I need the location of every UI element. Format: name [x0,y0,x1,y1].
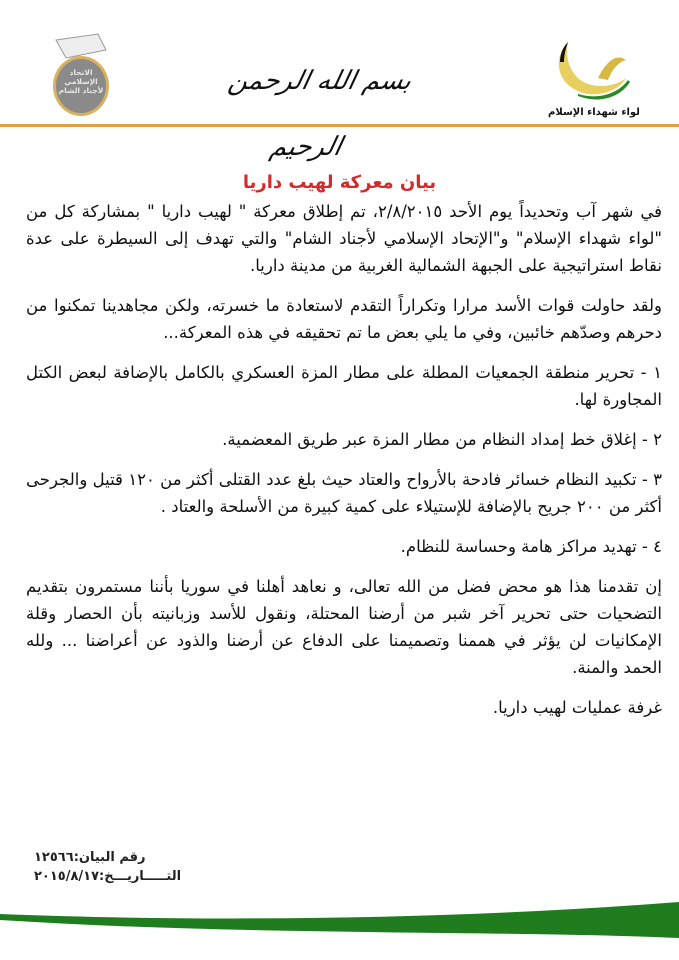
list-item: ٣ - تكبيد النظام خسائر فادحة بالأرواح والعتاد حيث بلغ عدد القتلى أكثر من ١٢٠ قتيل والجرحى أكثر من ٢٠٠ جريح بالإضافة للإستيلاء على كمية كبيرة من الأسلحة والعتاد . [26,470,662,516]
statement-number: رقم البيان:١٢٥٦٦ [34,850,146,865]
paragraph-intro: في شهر آب وتحديداً يوم الأحد ٢/٨/٢٠١٥، تم إطلاق معركة " لهيب داريا " بمشاركة كل من "لواء شهداء الإسلام" و"الإتحاد الإسلامي لأجناد الشام" والتي تهدف إلى السيطرة على عدة نقاط استراتيجية على الجبهة الشمالية الغربية من مدينة داريا. [26,202,662,275]
basmala-calligraphy: بسم الله الرحمن الرحيم [225,66,415,162]
shuhada-islam-logo [548,38,640,118]
paragraph-conclusion: إن تقدمنا هذا هو محض فضل من الله تعالى، و نعاهد أهلنا في سوريا بأننا مستمرون بتقديم التضحيات حتى تحرير آخر شبر من أرضنا المحتلة، ونقول للأسد وزبانيته بأن الحصار وقلة الإمكانيات لن يؤثر في هممنا وتصميمنا على الدفاع عن أرضنا والذود عن أعراضنا ... ولله الحمد والمنة. [26,577,662,677]
list-item: ٤ - تهديد مراكز هامة وحساسة للنظام. [400,537,662,556]
islamic-union-logo [48,28,114,118]
logo-label: لواء شهداء الإسلام [548,107,640,118]
document-body [26,198,662,734]
list-item: ٢ - إغلاق خط إمداد النظام من مطار المزة عبر طريق المعضمية. [222,430,662,449]
green-swoosh-decoration [0,880,679,960]
logo-label: الاتحاد الإسلامي لأجناد الشام [58,68,104,95]
paragraph-attempts: ولقد حاولت قوات الأسد مرارا وتكراراً التقدم لاستعادة ما خسرته، ولكن مجاهدينا تمكنوا من دحرهم وصدّهم خائبين، وفي ما يلي بعض ما تم تحقيقه في هذه المعركة... [26,296,662,342]
document-title: بيان معركة لهيب داريا [242,172,437,193]
statement-date: التـــــاريـــخ:٢٠١٥/٨/١٧ [34,869,182,884]
eagle-emblem [548,38,640,104]
header-divider [0,124,679,127]
list-item: ١ - تحرير منطقة الجمعيات المطلة على مطار المزة العسكري بالكامل بالإضافة لبعض الكتل المجاورة لها. [26,363,662,409]
signature: غرفة عمليات لهيب داريا. [492,698,662,717]
